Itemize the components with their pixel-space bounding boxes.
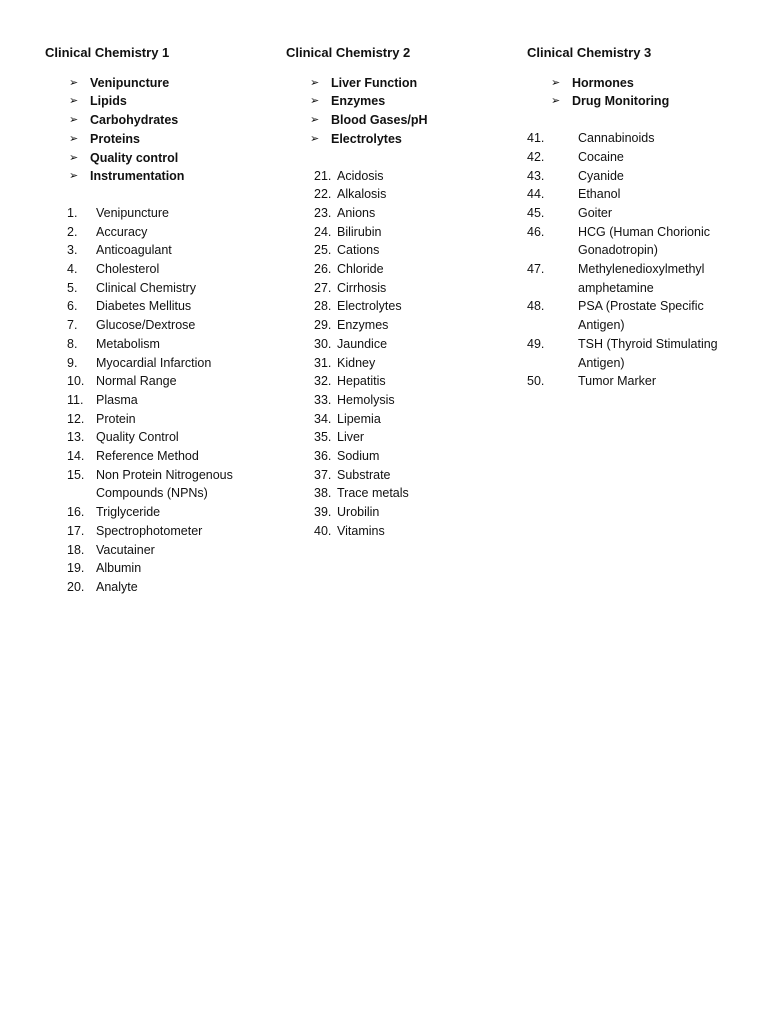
term-item	[527, 204, 757, 223]
term-item	[45, 410, 275, 429]
term-text: Cirrhosis	[337, 280, 387, 295]
term-item	[286, 279, 516, 298]
term-item	[527, 148, 757, 167]
term-text: Clinical Chemistry	[96, 280, 197, 295]
topic-bullet-item	[286, 111, 516, 130]
term-text: Quality Control	[96, 430, 179, 445]
term-item	[45, 241, 275, 260]
term-text: Lipemia	[337, 411, 381, 426]
topic-bullet-item	[527, 92, 757, 111]
term-text: Substrate	[337, 467, 391, 482]
term-text: Cocaine	[578, 149, 624, 164]
column-heading: Clinical Chemistry 1	[45, 45, 170, 60]
term-number: 27.	[314, 280, 332, 295]
column-heading: Clinical Chemistry 3	[527, 45, 652, 60]
term-number: 32.	[314, 374, 332, 389]
term-item	[45, 578, 275, 597]
term-text: Cannabinoids	[578, 131, 655, 146]
term-number: 20.	[67, 579, 85, 594]
term-item	[286, 503, 516, 522]
term-item	[286, 204, 516, 223]
topic-bullet-item	[45, 111, 275, 130]
term-item	[45, 316, 275, 335]
term-number: 24.	[314, 224, 332, 239]
term-item	[527, 335, 757, 372]
topic-bullet-item	[45, 149, 275, 168]
topic-bullet-item	[286, 74, 516, 93]
term-text: Sodium	[337, 449, 380, 464]
term-number: 12.	[67, 411, 85, 426]
term-text: Enzymes	[337, 318, 389, 333]
term-text: Electrolytes	[337, 299, 402, 314]
term-number: 38.	[314, 486, 332, 501]
arrow-bullet-icon: ➢	[551, 76, 561, 89]
term-text: Hepatitis	[337, 374, 386, 389]
term-text: Liver	[337, 430, 365, 445]
term-number: 48.	[527, 299, 545, 314]
topic-bullet-item	[286, 92, 516, 111]
term-item	[286, 447, 516, 466]
term-number: 42.	[527, 149, 545, 164]
term-number: 34.	[314, 411, 332, 426]
topic-bullet-list	[286, 74, 516, 149]
arrow-bullet-icon: ➢	[69, 151, 79, 164]
term-item	[45, 559, 275, 578]
term-text: Methylenedioxylmethyl amphetamine	[578, 262, 705, 295]
term-number: 4.	[67, 262, 78, 277]
term-item	[45, 541, 275, 560]
term-text: PSA (Prostate Specific Antigen)	[578, 299, 704, 333]
term-item	[286, 391, 516, 410]
arrow-bullet-icon: ➢	[310, 95, 320, 108]
topic-bullet-list	[527, 74, 757, 111]
column-clinical-chemistry-3	[527, 44, 757, 391]
term-number: 47.	[527, 262, 545, 277]
term-item	[45, 428, 275, 447]
term-text: Goiter	[578, 205, 613, 220]
topic-bullet-item	[45, 74, 275, 93]
term-number: 18.	[67, 542, 85, 557]
term-text: Normal Range	[96, 374, 177, 389]
term-item	[527, 167, 757, 186]
term-text: Acidosis	[337, 168, 384, 183]
term-text: Myocardial Infarction	[96, 355, 212, 370]
arrow-bullet-icon: ➢	[310, 114, 320, 127]
term-item	[45, 204, 275, 223]
topic-label: Blood Gases/pH	[331, 113, 428, 128]
term-item	[286, 316, 516, 335]
term-list	[286, 167, 516, 541]
topic-label: Instrumentation	[90, 169, 185, 184]
term-text: Cations	[337, 243, 380, 258]
term-number: 16.	[67, 505, 85, 520]
topic-label: Drug Monitoring	[572, 94, 670, 109]
term-text: Analyte	[96, 579, 138, 594]
term-text: Vitamins	[337, 523, 385, 538]
term-item	[45, 260, 275, 279]
arrow-bullet-icon: ➢	[69, 76, 79, 89]
topic-label: Lipids	[90, 94, 127, 109]
term-item	[286, 484, 516, 503]
term-text: Glucose/Dextrose	[96, 318, 196, 333]
term-number: 39.	[314, 505, 332, 520]
arrow-bullet-icon: ➢	[69, 95, 79, 108]
term-item	[527, 185, 757, 204]
term-number: 21.	[314, 168, 332, 183]
term-item	[527, 372, 757, 391]
term-item	[45, 447, 275, 466]
arrow-bullet-icon: ➢	[69, 170, 79, 183]
term-number: 25.	[314, 243, 332, 258]
arrow-bullet-icon: ➢	[551, 95, 561, 108]
arrow-bullet-icon: ➢	[69, 114, 79, 127]
term-number: 35.	[314, 430, 332, 445]
term-item	[286, 410, 516, 429]
term-item	[286, 167, 516, 186]
term-text: Vacutainer	[96, 542, 155, 557]
term-text: Bilirubin	[337, 224, 382, 239]
term-text: Chloride	[337, 262, 384, 277]
topic-label: Hormones	[572, 75, 634, 90]
topic-label: Carbohydrates	[90, 113, 179, 128]
term-item	[286, 354, 516, 373]
term-item	[45, 297, 275, 316]
term-item	[286, 466, 516, 485]
arrow-bullet-icon: ➢	[69, 132, 79, 145]
term-number: 41.	[527, 131, 545, 146]
topic-bullet-item	[45, 130, 275, 149]
term-item	[286, 297, 516, 316]
term-list	[45, 204, 275, 597]
arrow-bullet-icon: ➢	[310, 76, 320, 89]
term-list	[527, 129, 757, 391]
term-number: 9.	[67, 355, 78, 370]
term-text: Plasma	[96, 392, 138, 407]
term-item	[527, 129, 757, 148]
term-number: 40.	[314, 523, 332, 538]
column-heading: Clinical Chemistry 2	[286, 45, 411, 60]
column-clinical-chemistry-2	[286, 44, 516, 541]
term-item	[286, 223, 516, 242]
term-number: 1.	[67, 205, 78, 220]
term-text: Albumin	[96, 561, 142, 576]
term-number: 8.	[67, 336, 78, 351]
term-text: Hemolysis	[337, 392, 395, 407]
term-number: 37.	[314, 467, 332, 482]
term-number: 33.	[314, 392, 332, 407]
term-number: 45.	[527, 205, 545, 220]
term-text: Tumor Marker	[578, 374, 657, 389]
term-item	[45, 354, 275, 373]
term-number: 46.	[527, 224, 545, 239]
term-number: 31.	[314, 355, 332, 370]
topic-label: Liver Function	[331, 75, 418, 90]
topic-bullet-item	[45, 92, 275, 111]
term-text: Cyanide	[578, 168, 624, 183]
term-text: Reference Method	[96, 449, 199, 464]
topic-bullet-item	[45, 167, 275, 186]
term-number: 49.	[527, 336, 545, 351]
topic-bullet-item	[527, 74, 757, 93]
term-text: Kidney	[337, 355, 376, 370]
term-item	[286, 260, 516, 279]
term-item	[45, 372, 275, 391]
term-text: Venipuncture	[96, 205, 169, 220]
topic-label: Enzymes	[331, 94, 386, 109]
term-number: 15.	[67, 467, 85, 482]
term-item	[45, 223, 275, 242]
term-number: 19.	[67, 561, 85, 576]
topic-bullet-list	[45, 74, 275, 186]
term-text: Metabolism	[96, 336, 160, 351]
term-item	[286, 428, 516, 447]
term-number: 11.	[67, 392, 84, 407]
term-number: 2.	[67, 224, 78, 239]
term-text: Spectrophotometer	[96, 523, 203, 538]
term-text: Non Protein Nitrogenous Compounds (NPNs)	[96, 467, 233, 501]
term-item	[527, 223, 757, 260]
term-number: 44.	[527, 187, 545, 202]
term-number: 36.	[314, 449, 332, 464]
term-text: Diabetes Mellitus	[96, 299, 192, 314]
topic-label: Quality control	[90, 150, 179, 165]
term-item	[45, 466, 275, 503]
term-number: 6.	[67, 299, 78, 314]
topic-label: Proteins	[90, 131, 141, 146]
term-number: 43.	[527, 168, 545, 183]
arrow-bullet-icon: ➢	[310, 132, 320, 145]
term-number: 23.	[314, 205, 332, 220]
term-item	[286, 372, 516, 391]
term-text: HCG (Human Chorionic Gonadotropin)	[578, 224, 710, 258]
term-text: Urobilin	[337, 505, 380, 520]
term-item	[286, 185, 516, 204]
term-item	[286, 522, 516, 541]
term-item	[45, 391, 275, 410]
term-text: Triglyceride	[96, 505, 161, 520]
term-number: 10.	[67, 374, 85, 389]
term-item	[527, 297, 757, 334]
term-number: 14.	[67, 449, 85, 464]
term-number: 17.	[67, 523, 85, 538]
term-item	[286, 241, 516, 260]
term-number: 5.	[67, 280, 78, 295]
term-item	[45, 503, 275, 522]
term-number: 13.	[67, 430, 85, 445]
term-item	[45, 335, 275, 354]
term-number: 28.	[314, 299, 332, 314]
term-text: Cholesterol	[96, 262, 160, 277]
term-number: 50.	[527, 374, 545, 389]
term-text: Anticoagulant	[96, 243, 172, 258]
term-text: Protein	[96, 411, 136, 426]
term-item	[527, 260, 757, 297]
topic-bullet-item	[286, 130, 516, 149]
term-number: 22.	[314, 187, 332, 202]
term-text: Ethanol	[578, 187, 621, 202]
term-text: Alkalosis	[337, 187, 387, 202]
term-text: Anions	[337, 205, 376, 220]
term-number: 26.	[314, 262, 332, 277]
term-text: Trace metals	[337, 486, 409, 501]
term-text: Jaundice	[337, 336, 388, 351]
topic-label: Venipuncture	[90, 75, 170, 90]
column-clinical-chemistry-1	[45, 44, 275, 597]
term-item	[45, 279, 275, 298]
term-item	[45, 522, 275, 541]
term-number: 29.	[314, 318, 332, 333]
term-number: 7.	[67, 318, 78, 333]
topic-label: Electrolytes	[331, 131, 402, 146]
term-text: TSH (Thyroid Stimulating Antigen)	[578, 336, 718, 370]
term-number: 30.	[314, 336, 332, 351]
term-text: Accuracy	[96, 224, 148, 239]
term-number: 3.	[67, 243, 78, 258]
term-item	[286, 335, 516, 354]
